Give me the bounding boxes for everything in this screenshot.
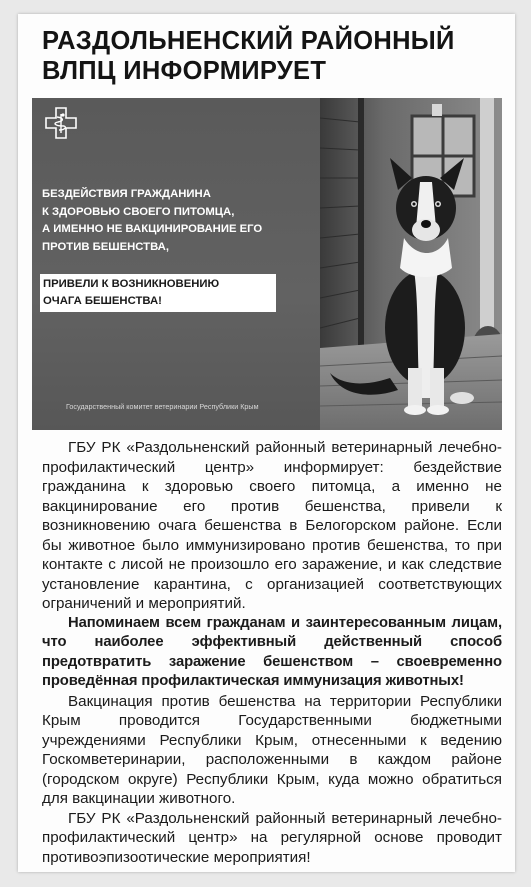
banner-message <box>42 186 312 256</box>
paragraph-3: Вакцинация против бешенства на территории Республики Крым проводится Государственными бюджетными учреждениями Республики Крым, отнесенными к ведению Госкомветеринарии, расположенными в каждом районе (городском округе) Республики Крым, куда можно обратиться для вакцинации животного. <box>42 692 502 807</box>
article-body <box>42 438 502 867</box>
dog-on-porch-photo <box>320 98 502 430</box>
banner-line-4: ПРОТИВ БЕШЕНСТВА, <box>42 240 169 253</box>
paragraph-1: ГБУ РК «Раздольненский районный ветеринарный лечебно-профилактический центр» информирует: бездействие гражданина к здоровью своего питомца, а именно не вакцинирование его против бешенства, привели к возникновению очага бешенства в Белогорском районе. Если бы животное было иммунизировано против бешенства, то при контакте с лисой не произошло его заражение, и как следствие установление карантина, с организацией соответствующих ограничений и мероприятий. <box>42 439 502 612</box>
banner-line-1: БЕЗДЕЙСТВИЯ ГРАЖДАНИНА <box>42 188 211 200</box>
banner-footer-credit: Государственный комитет ветеринарии Республики Крым <box>66 402 259 411</box>
banner-line-3: А ИМЕННО НЕ ВАКЦИНИРОВАНИЕ ЕГО <box>42 223 263 235</box>
newspaper-page <box>18 14 515 872</box>
headline-line-2: ВЛПЦ ИНФОРМИРУЕТ <box>42 57 327 85</box>
banner-line-2: К ЗДОРОВЬЮ СВОЕГО ПИТОМЦА, <box>42 205 235 218</box>
paragraph-4: ГБУ РК «Раздольненский районный ветеринарный лечебно-профилактический центр» на регулярной основе проводит противоэпизоотические мероприятия! <box>42 809 502 866</box>
headline-line-1: РАЗДОЛЬНЕНСКИЙ РАЙОННЫЙ <box>42 27 455 55</box>
highlight-line-1: ПРИВЕЛИ К ВОЗНИКНОВЕНИЮ <box>43 278 220 290</box>
paragraph-2-emphasis: Напоминаем всем гражданам и заинтересованным лицам, что наиболее эффективный действенный способ предотвратить заражение бешенством – своевременно проведённая профилактическая иммунизация животных! <box>42 614 502 689</box>
banner-text-panel <box>32 98 320 430</box>
info-banner <box>32 98 502 430</box>
banner-highlight-box <box>40 274 276 312</box>
article-headline <box>42 26 502 86</box>
veterinary-cross-icon <box>44 106 78 140</box>
highlight-line-2: ОЧАГА БЕШЕНСТВА! <box>43 295 162 307</box>
